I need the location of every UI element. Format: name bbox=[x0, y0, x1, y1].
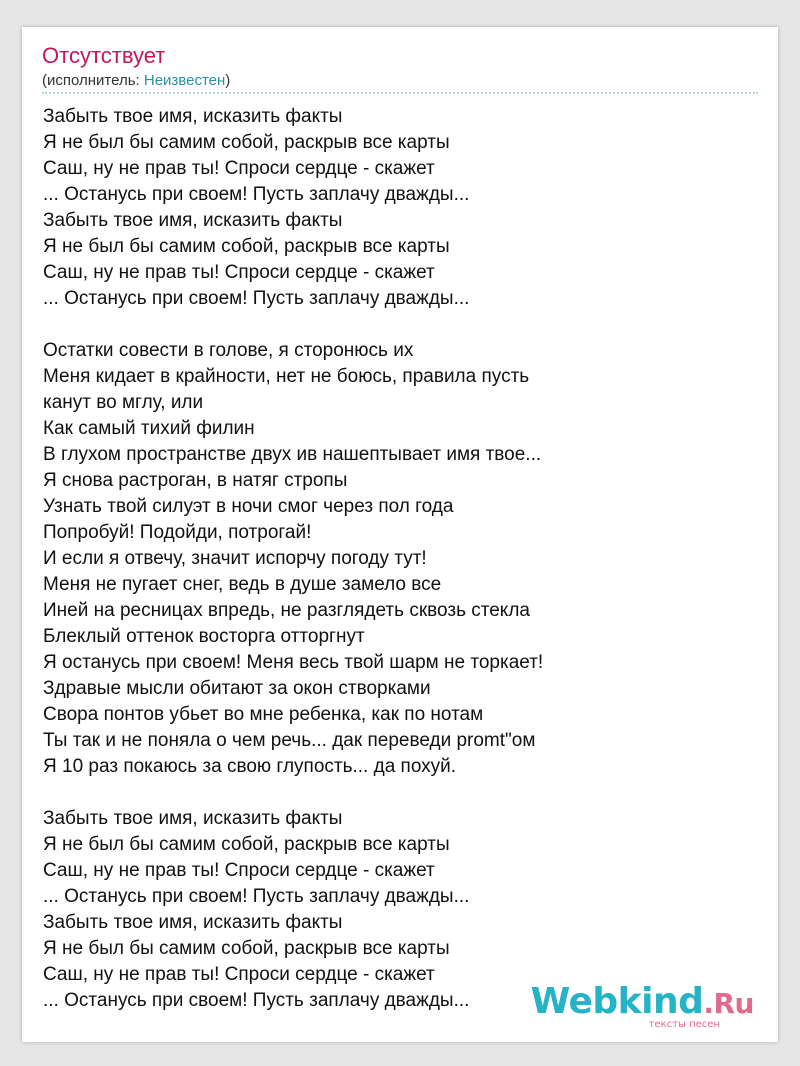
lyrics-line: ... Останусь при своем! Пусть заплачу дважды... bbox=[43, 184, 470, 205]
lyrics-line: Остатки совести в голове, я сторонюсь их bbox=[43, 340, 414, 361]
lyrics-line: Узнать твой силуэт в ночи смог через пол года bbox=[43, 496, 454, 517]
song-title: Отсутствует bbox=[42, 43, 166, 68]
lyrics-line: Я не был бы самим собой, раскрыв все карты bbox=[43, 834, 450, 855]
lyrics-line: Я не был бы самим собой, раскрыв все карты bbox=[43, 132, 450, 153]
lyrics-stanza bbox=[43, 338, 758, 780]
lyrics-text bbox=[43, 104, 758, 1040]
artist-line bbox=[42, 72, 230, 90]
site-logo[interactable] bbox=[531, 983, 754, 1030]
logo-wordmark bbox=[531, 983, 754, 1023]
artist-suffix: ) bbox=[225, 72, 231, 89]
lyrics-line: Я останусь при своем! Меня весь твой шарм не торкает! bbox=[43, 652, 544, 673]
lyrics-line: ... Останусь при своем! Пусть заплачу дважды... bbox=[43, 990, 470, 1011]
lyrics-line: Попробуй! Подойди, потрогай! bbox=[43, 522, 312, 543]
lyrics-line: Ты так и не поняла о чем речь... дак переведи promt"ом bbox=[43, 730, 536, 751]
logo-webkind: Webkind bbox=[530, 981, 704, 1022]
lyrics-line: В глухом пространстве двух ив нашептывает имя твое... bbox=[43, 444, 542, 465]
lyrics-line: Меня кидает в крайности, нет не боюсь, правила пусть bbox=[43, 366, 530, 387]
title-divider bbox=[42, 92, 758, 94]
lyrics-line: И если я отвечу, значит испорчу погоду тут! bbox=[43, 548, 427, 569]
lyrics-line: Забыть твое имя, исказить факты bbox=[43, 912, 343, 933]
lyrics-line: Иней на ресницах впредь, не разглядеть сквозь стекла bbox=[43, 600, 530, 621]
artist-prefix: (исполнитель: bbox=[42, 72, 144, 89]
lyrics-line: Свора понтов убьет во мне ребенка, как по нотам bbox=[43, 704, 484, 725]
lyrics-line: Как самый тихий филин bbox=[43, 418, 255, 439]
lyrics-stanza bbox=[43, 104, 758, 312]
lyrics-line: канут во мглу, или bbox=[43, 392, 204, 413]
lyrics-line: Я не был бы самим собой, раскрыв все карты bbox=[43, 236, 450, 257]
lyrics-line: Здравые мысли обитают за окон створками bbox=[43, 678, 431, 699]
lyrics-line: Саш, ну не прав ты! Спроси сердце - скажет bbox=[43, 964, 435, 985]
lyrics-line: Я 10 раз покаюсь за свою глупость... да похуй. bbox=[43, 756, 457, 777]
lyrics-line: Саш, ну не прав ты! Спроси сердце - скажет bbox=[43, 158, 435, 179]
logo-tld: .Ru bbox=[703, 987, 754, 1020]
lyrics-line: Забыть твое имя, исказить факты bbox=[43, 808, 343, 829]
lyrics-line: Я не был бы самим собой, раскрыв все карты bbox=[43, 938, 450, 959]
lyrics-line: Саш, ну не прав ты! Спроси сердце - скажет bbox=[43, 860, 435, 881]
lyrics-line: Саш, ну не прав ты! Спроси сердце - скажет bbox=[43, 262, 435, 283]
lyrics-line: ... Останусь при своем! Пусть заплачу дважды... bbox=[43, 886, 470, 907]
lyrics-line: Меня не пугает снег, ведь в душе замело все bbox=[43, 574, 442, 595]
lyrics-line: Забыть твое имя, исказить факты bbox=[43, 106, 343, 127]
lyrics-card bbox=[22, 27, 778, 1042]
lyrics-line: Я снова растроган, в натяг стропы bbox=[43, 470, 348, 491]
artist-link[interactable]: Неизвестен bbox=[143, 72, 226, 89]
lyrics-line: ... Останусь при своем! Пусть заплачу дважды... bbox=[43, 288, 470, 309]
lyrics-line: Забыть твое имя, исказить факты bbox=[43, 210, 343, 231]
logo-tagline: тексты песен bbox=[648, 1019, 720, 1030]
lyrics-line: Блеклый оттенок восторга отторгнут bbox=[43, 626, 365, 647]
